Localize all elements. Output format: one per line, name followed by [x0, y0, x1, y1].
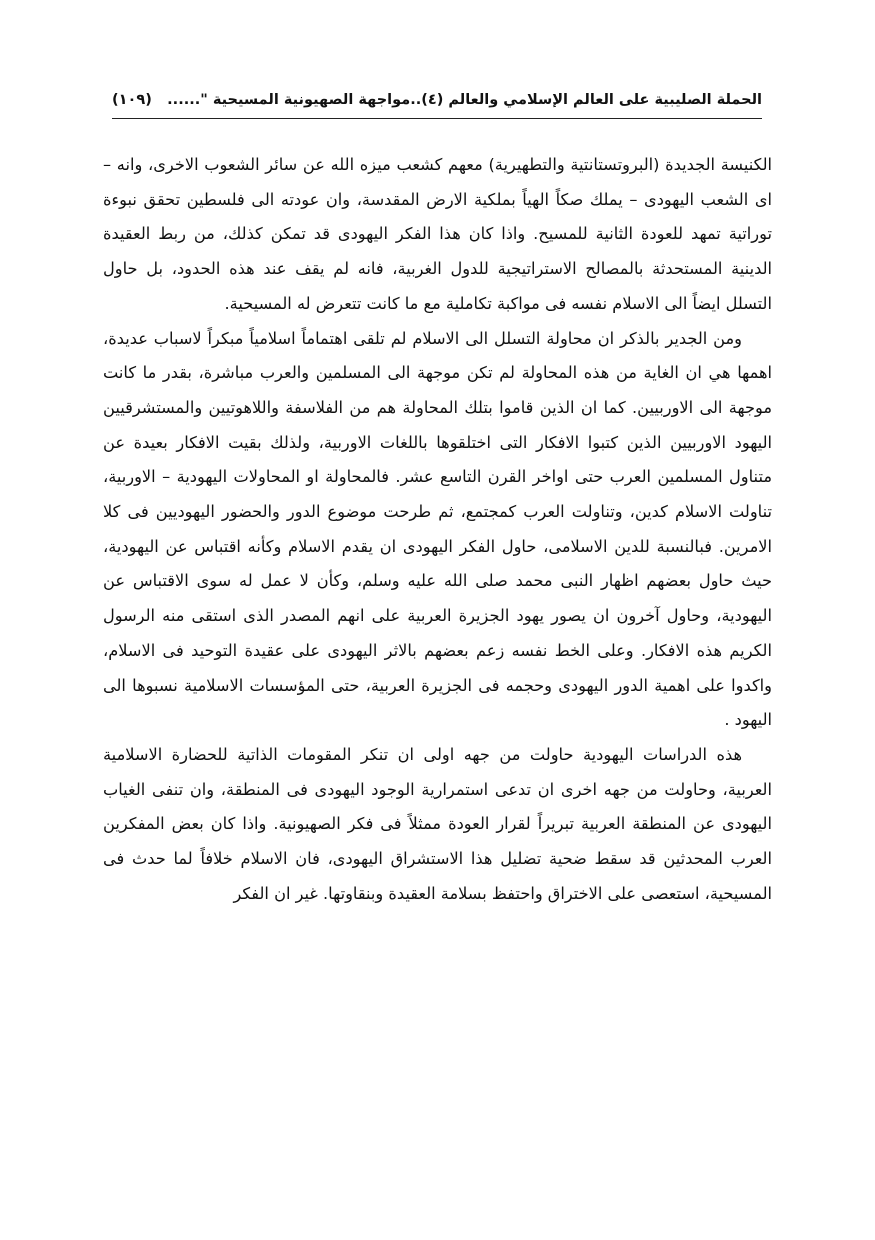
running-header-title: الحملة الصليبية على العالم الإسلامي والعالم (٤)..مواجهة الصهيونية المسيحية "...... — [167, 92, 762, 108]
body-text — [103, 148, 772, 911]
page-number: (١٠٩) — [112, 92, 152, 108]
paragraph: هذه الدراسات اليهودية حاولت من جهه اولى ان تنكر المقومات الذاتية للحضارة الاسلامية العربية، وحاولت من جهه اخرى ان تدعى استمرارية الوجود اليهودى فى المنطقة، وان تنفى الغياب اليهودى عن المنطقة العربية تبريراً لقرار العودة ممثلاً فى فكر الصهيونية. واذا كان بعض المفكرين العرب المحدثين قد سقط ضحية تضليل هذا الاستشراق اليهودى، فان الاسلام خلافاً لما حدث فى المسيحية، استعصى على الاختراق واحتفظ بسلامة العقيدة وبنقاوتها. غير ان الفكر — [103, 744, 772, 903]
paragraph-continued: الكنيسة الجديدة (البروتستانتية والتطهيرية) معهم كشعب ميزه الله عن سائر الشعوب الاخرى، وانه – اى الشعب اليهودى – يملك صكاً الهياً بملكية الارض المقدسة، وان عودته الى فلسطين تحقق نبوءة توراتية تمهد للعودة الثانية للمسيح. واذا كان هذا الفكر اليهودى قد تمكن كذلك، من ربط العقيدة الدينية المستحدثة بالمصالح الاستراتيجية للدول الغربية، فانه لم يقف عند هذه الحدود، بل حاول التسلل ايضاً الى الاسلام نفسه فى مواكبة تكاملية مع ما كانت تتعرض له المسيحية. — [103, 155, 772, 313]
running-header — [112, 84, 762, 119]
paragraph: ومن الجدير بالذكر ان محاولة التسلل الى الاسلام لم تلقى اهتماماً اسلامياً مبكراً لاسباب عديدة، اهمها هي ان الغاية من هذه المحاولة لم تكن موجهة الى المسلمين والعرب مباشرة، بقدر ما كانت موجهة الى الاوربيين. كما ان الذين قاموا بتلك المحاولة هم من الفلاسفة واللاهوتيين والمستشرقيين اليهود الاوربيين الذين كتبوا الافكار التى اختلقوها باللغات الاوربية، ولذلك بقيت الافكار بعيدة عن متناول المسلمين العرب حتى اواخر القرن التاسع عشر. فالمحاولة او المحاولات اليهودية – الاوربية، تناولت الاسلام كدين، وتناولت العرب كمجتمع، ثم طرحت موضوع الدور والحضور اليهوديين فى كلا الامرين. فبالنسبة للدين الاسلامى، حاول الفكر اليهودى ان يقدم الاسلام وكأنه اقتباس عن اليهودية، حيث حاول بعضهم اظهار النبى محمد صلى الله عليه وسلم، وكأن لا عمل له سوى الاقتباس عن اليهودية، وحاول آخرون ان يصور يهود الجزيرة العربية على انهم المصدر الذى استقى منه الرسول الكريم هذه الافكار. وعلى الخط نفسه زعم بعضهم بالاثر اليهودى على عقيدة التوحيد فى الاسلام، واكدوا على اهمية الدور اليهودى وحجمه فى الجزيرة العربية، حتى المؤسسات الاسلامية نسبوها الى اليهود . — [103, 328, 772, 730]
